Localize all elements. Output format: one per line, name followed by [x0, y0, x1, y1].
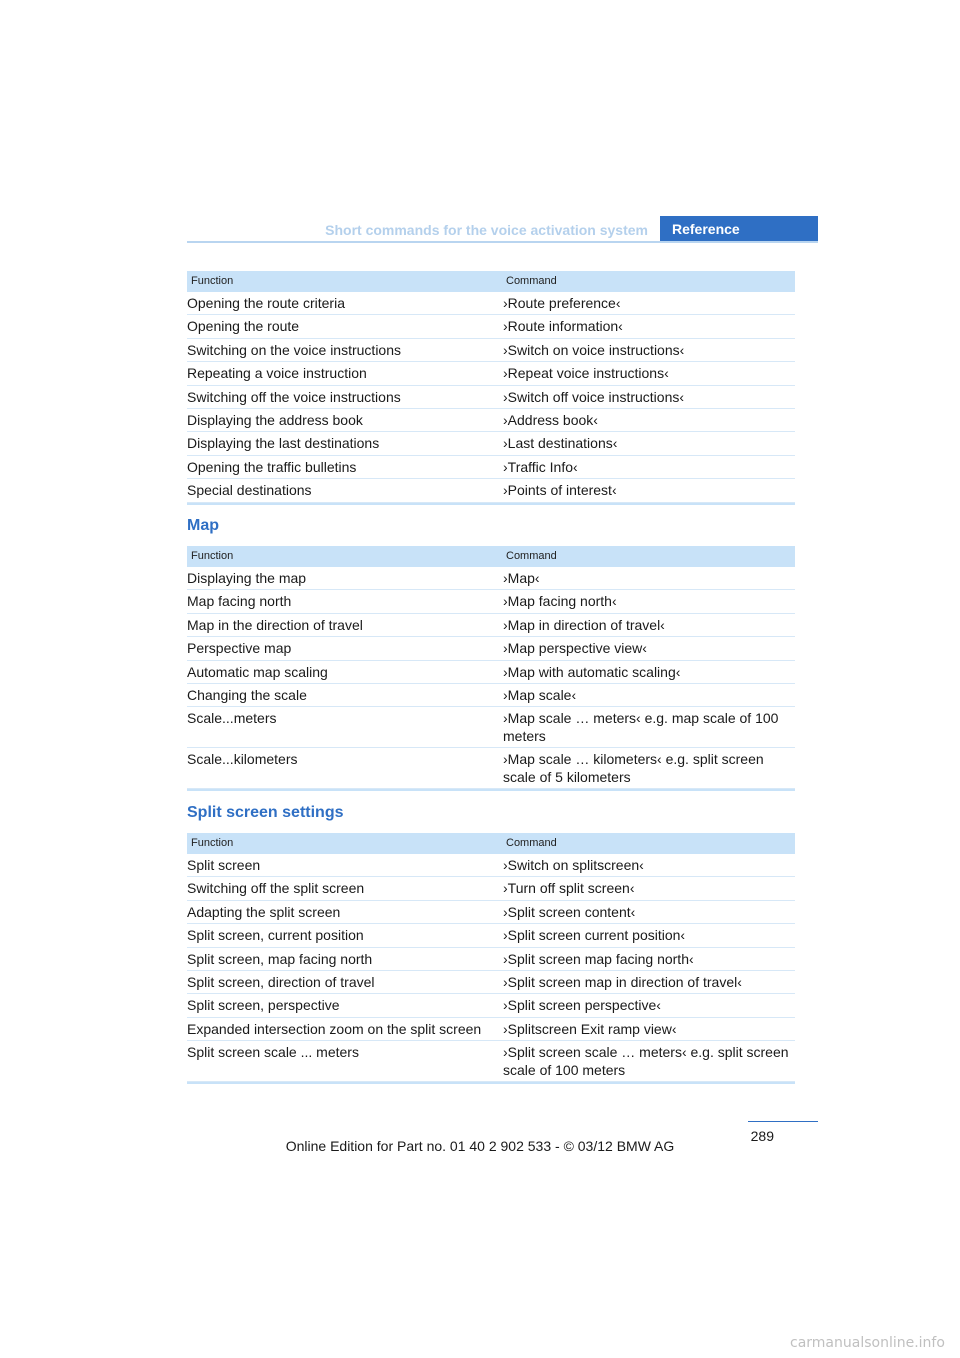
function-cell: Automatic map scaling	[187, 663, 328, 680]
command-cell: ›Split screen perspective‹	[503, 997, 661, 1014]
command-cell: ›Route information‹	[503, 318, 623, 335]
command-cell: ›Address book‹	[503, 411, 598, 428]
table-row	[187, 661, 795, 684]
table-row	[187, 901, 795, 924]
command-cell: ›Switch off voice instructions‹	[503, 388, 685, 405]
table-row	[187, 1041, 795, 1082]
watermark: carmanualsonline.info	[790, 1335, 945, 1351]
table-row	[187, 386, 795, 409]
command-cell: ›Map facing north‹	[503, 593, 617, 610]
command-cell: ›Repeat voice instructions‹	[503, 365, 669, 382]
command-cell: ›Map scale‹	[503, 686, 577, 703]
page-number: 289	[750, 1128, 774, 1144]
column-header-function: Function	[191, 837, 234, 849]
command-cell: ›Map with automatic scaling‹	[503, 663, 681, 680]
function-cell: Split screen, direction of travel	[187, 973, 375, 990]
function-cell: Map in the direction of travel	[187, 616, 363, 633]
table-row	[187, 292, 795, 315]
edition-footer: Online Edition for Part no. 01 40 2 902 533 - © 03/12 BMW AG	[285, 1138, 675, 1154]
table-header	[187, 546, 795, 567]
command-cell: ›Splitscreen Exit ramp view‹	[503, 1020, 677, 1037]
function-cell: Scale...kilometers	[187, 751, 298, 768]
command-cell: ›Split screen current position‹	[503, 927, 686, 944]
command-cell: ›Map in direction of travel‹	[503, 616, 665, 633]
table-row	[187, 877, 795, 900]
table-header	[187, 271, 795, 292]
command-cell: ›Last destinations‹	[503, 435, 618, 452]
function-cell: Displaying the address book	[187, 411, 363, 428]
function-cell: Changing the scale	[187, 686, 307, 703]
table-row	[187, 339, 795, 362]
function-cell: Expanded intersection zoom on the split screen	[187, 1020, 482, 1037]
function-cell: Perspective map	[187, 640, 292, 657]
table-header	[187, 833, 795, 854]
table-row	[187, 684, 795, 707]
column-header-function: Function	[191, 550, 234, 562]
running-header-title: Short commands for the voice activation system	[325, 222, 648, 238]
table-row	[187, 362, 795, 385]
table-row	[187, 479, 795, 502]
table-row	[187, 456, 795, 479]
command-cell: ›Split screen scale … meters‹ e.g. split screen scale of 100 meters	[503, 1044, 789, 1078]
command-cell: ›Switch on voice instructions‹	[503, 341, 685, 358]
table-row	[187, 948, 795, 971]
column-header-command: Command	[506, 550, 557, 562]
function-cell: Adapting the split screen	[187, 903, 341, 920]
command-cell: ›Traffic Info‹	[503, 458, 578, 475]
function-cell: Switching off the voice instructions	[187, 388, 401, 405]
command-cell: ›Switch on splitscreen‹	[503, 857, 644, 873]
command-cell: ›Turn off split screen‹	[503, 880, 635, 897]
command-cell: ›Split screen map in direction of travel‹	[503, 973, 742, 990]
function-cell: Switching on the voice instructions	[187, 341, 401, 358]
command-cell: ›Split screen content‹	[503, 903, 636, 920]
command-cell: ›Points of interest‹	[503, 482, 617, 499]
command-cell: ›Route preference‹	[503, 295, 621, 311]
function-cell: Displaying the map	[187, 570, 307, 586]
split-screen-commands-table	[187, 833, 795, 1084]
function-cell: Split screen scale ... meters	[187, 1044, 359, 1061]
function-cell: Split screen	[187, 857, 261, 873]
column-header-function: Function	[191, 275, 234, 287]
function-cell: Split screen, current position	[187, 927, 364, 944]
table-row	[187, 854, 795, 877]
command-cell: ›Map‹	[503, 570, 540, 586]
command-cell: ›Map scale … meters‹ e.g. map scale of 100 meters	[503, 710, 779, 744]
header-divider	[187, 241, 818, 243]
section-heading-map: Map	[187, 517, 219, 534]
table-row	[187, 924, 795, 947]
map-commands-table	[187, 546, 795, 791]
function-cell: Opening the route criteria	[187, 295, 345, 311]
table-row	[187, 567, 795, 590]
function-cell: Repeating a voice instruction	[187, 365, 367, 382]
table-row	[187, 707, 795, 748]
table-row	[187, 315, 795, 338]
table-row	[187, 994, 795, 1017]
function-cell: Opening the traffic bulletins	[187, 458, 357, 475]
table-row	[187, 748, 795, 789]
table-row	[187, 432, 795, 455]
function-cell: Map facing north	[187, 593, 292, 610]
command-cell: ›Map scale … kilometers‹ e.g. split screen scale of 5 kilometers	[503, 751, 764, 785]
function-cell: Opening the route	[187, 318, 300, 335]
function-cell: Special destinations	[187, 482, 312, 499]
function-cell: Scale...meters	[187, 710, 277, 727]
column-header-command: Command	[506, 275, 557, 287]
table-row	[187, 637, 795, 660]
navigation-commands-table	[187, 271, 795, 505]
command-cell: ›Map perspective view‹	[503, 640, 647, 657]
function-cell: Split screen, perspective	[187, 997, 340, 1014]
page-number-rule	[748, 1121, 818, 1122]
running-header-tab: Reference	[660, 216, 818, 242]
table-row	[187, 590, 795, 613]
function-cell: Split screen, map facing north	[187, 950, 373, 967]
function-cell: Displaying the last destinations	[187, 435, 380, 452]
section-heading-split-screen: Split screen settings	[187, 804, 344, 821]
command-cell: ›Split screen map facing north‹	[503, 950, 694, 967]
table-row	[187, 409, 795, 432]
table-row	[187, 614, 795, 637]
column-header-command: Command	[506, 837, 557, 849]
table-row	[187, 971, 795, 994]
table-row	[187, 1018, 795, 1041]
function-cell: Switching off the split screen	[187, 880, 365, 897]
